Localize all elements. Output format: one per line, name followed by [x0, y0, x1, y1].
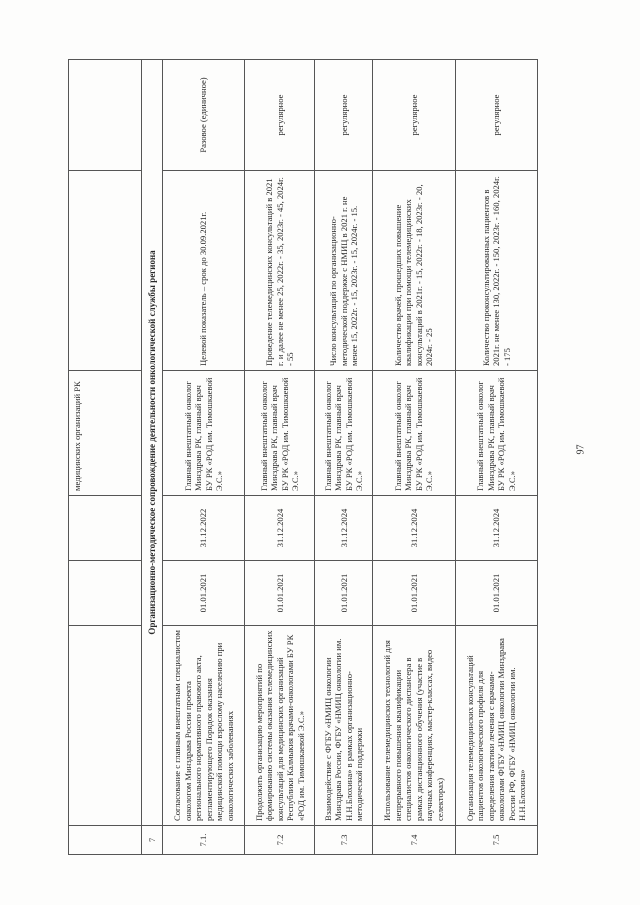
row-start-date: 01.01.2021	[373, 561, 455, 626]
row-end-date: 31.12.2022	[163, 496, 245, 561]
continuation-row	[69, 60, 142, 855]
row-start-date: 01.01.2021	[245, 561, 315, 626]
row-start-date: 01.01.2021	[163, 561, 245, 626]
table-row	[373, 60, 455, 855]
rotated-table-container	[68, 60, 538, 855]
row-executor: Главный внештатный онколог Минздрава РК, главный врач БУ РК «РОД им. Тимошкаевой Э.С.»	[455, 371, 537, 496]
row-frequency: регулярное	[315, 60, 373, 171]
row-action: Использование телемедицинских технологий для непрерывного повышения квалификации специалистов онкологического диспансера в рамках дистанционного обучения (участие в научных конференциях, мастер-классах, видео селекторах)	[373, 626, 455, 826]
row-end-date: 31.12.2024	[315, 496, 373, 561]
row-result: Проведение телемедицинских консультаций в 2021 г. и далее не менее 25, 2022г. - 35, 2023г. - 45, 2024г. - 55	[245, 171, 315, 371]
row-frequency: регулярное	[245, 60, 315, 171]
row-result: Целевой показатель – срок до 30.09.2021г.	[163, 171, 245, 371]
plan-table	[68, 59, 538, 855]
row-frequency: регулярное	[455, 60, 537, 171]
row-executor: Главный внештатный онколог Минздрава РК, главный врач БУ РК «РОД им. Тимошкаевой Э.С.»	[245, 371, 315, 496]
row-frequency: регулярное	[373, 60, 455, 171]
section-header-row	[142, 60, 163, 855]
row-number: 7.4	[373, 826, 455, 855]
row-result: Количество проконсультированных пациентов в 2021г. не менее 130, 2022г. - 150, 2023г. - 160, 2024г. - 175	[455, 171, 537, 371]
row-action: Взаимодействие с ФГБУ «НМИЦ онкологии Минздрава России, ФГБУ «НМИЦ онкологии им. Н.Н.Блохина» в рамках организационно-методической поддержки	[315, 626, 373, 826]
row-start-date: 01.01.2021	[455, 561, 537, 626]
page-number: 97	[575, 444, 587, 455]
continuation-executor: медицинских организаций РК	[69, 371, 142, 496]
row-end-date: 31.12.2024	[373, 496, 455, 561]
row-executor: Главный внештатный онколог Минздрава РК, главный врач БУ РК «РОД им. Тимошкаевой Э.С.»	[315, 371, 373, 496]
row-number: 7.2	[245, 826, 315, 855]
table-row	[245, 60, 315, 855]
table-row	[315, 60, 373, 855]
row-end-date: 31.12.2024	[455, 496, 537, 561]
table-row	[455, 60, 537, 855]
row-number: 7.5	[455, 826, 537, 855]
row-number: 7.3	[315, 826, 373, 855]
row-executor: Главный внештатный онколог Минздрава РК, главный врач БУ РК «РОД им. Тимошкаевой Э.С.»	[163, 371, 245, 496]
row-action: Согласование с главным внештатным специалистом онкологом Минздрава России проекта регионального нормативного правового акта, регламентирующего Порядок оказания медицинской помощи взрослому населению при онкологических заболеваниях	[163, 626, 245, 826]
section-title: Организационно-методическое сопровождение деятельности онкологической службы региона	[142, 60, 163, 826]
row-end-date: 31.12.2024	[245, 496, 315, 561]
row-action: Организация телемедицинских консультаций пациентов онкологического профиля для определения тактики лечения с врачами-онкологами ФГБУ «НМИЦ онкологии Минздрава России РФ, ФГБУ «НМИЦ онкологии им. Н.Н.Блохина»	[455, 626, 537, 826]
row-result: Число консультаций по организационно-методической поддержке с НМИЦ в 2021 г. не менее 15, 2022г. - 15, 2023г. - 15, 2024г. - 15.	[315, 171, 373, 371]
row-action: Продолжить организацию мероприятий по формированию системы оказания телемедицинских консультаций для медицинских организаций Республики Калмыкия врачами-онкологами БУ РК «РОД им. Тимошкаевой Э.С.»	[245, 626, 315, 826]
table-row	[163, 60, 245, 855]
row-frequency: Разовое (единичное)	[163, 60, 245, 171]
section-number: 7	[142, 826, 163, 855]
row-executor: Главный внештатный онколог Минздрава РК, главный врач БУ РК «РОД им. Тимошкаевой Э.С.»	[373, 371, 455, 496]
row-start-date: 01.01.2021	[315, 561, 373, 626]
row-result: Количество врачей, прошедших повышение квалификации при помощи телемедицинских консультаций в 2021г. - 15, 2022г. - 18, 2023г. - 20, 2024г. - 25	[373, 171, 455, 371]
row-number: 7.1.	[163, 826, 245, 855]
